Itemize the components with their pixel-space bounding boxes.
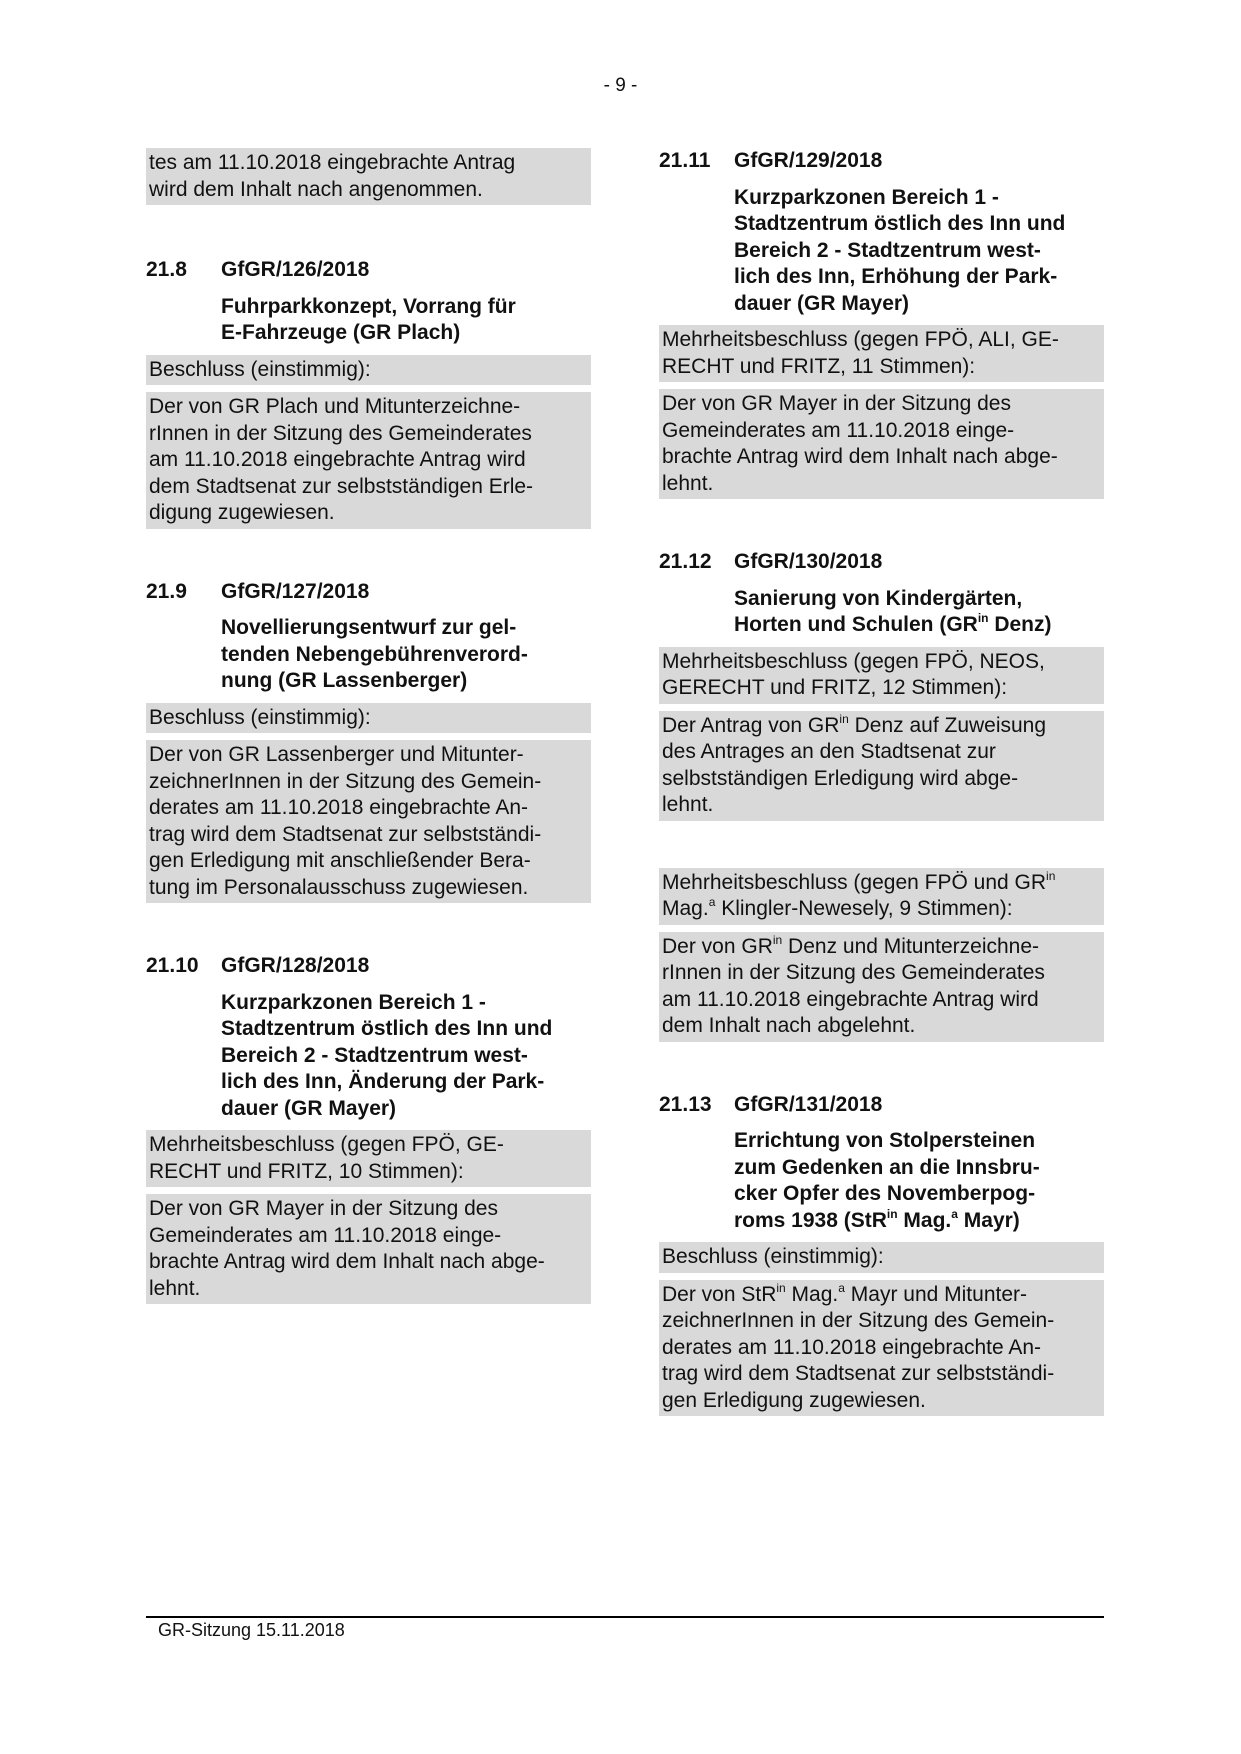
title-line: Bereich 2 - Stadtzentrum west- bbox=[734, 238, 1041, 262]
text-line: dem Inhalt nach abgelehnt. bbox=[662, 1014, 916, 1037]
superscript: in bbox=[772, 932, 783, 947]
text-line: selbstständigen Erledigung wird abge- bbox=[662, 766, 1019, 790]
resolution-text bbox=[659, 389, 1104, 499]
title-line: Errichtung von Stolpersteinen bbox=[734, 1129, 1036, 1152]
text-line: dem Stadtsenat zur selbstständigen Erle- bbox=[149, 474, 534, 498]
text-line: derates am 11.10.2018 eingebrachte An- bbox=[662, 1335, 1042, 1359]
text-line bbox=[662, 1282, 1101, 1309]
title-line: tenden Nebengebührenverord- bbox=[221, 642, 528, 666]
title-line: Kurzparkzonen Bereich 1 - bbox=[221, 990, 486, 1014]
item-title bbox=[221, 294, 591, 347]
decision-line: Mehrheitsbeschluss (gegen FPÖ, ALI, GE- bbox=[662, 328, 1059, 351]
decision-box bbox=[146, 703, 591, 734]
decision-line bbox=[662, 870, 1101, 897]
text-line: brachte Antrag wird dem Inhalt nach abge- bbox=[149, 1250, 545, 1273]
title-line: nung (GR Lassenberger) bbox=[221, 669, 468, 692]
text-line: trag wird dem Stadtsenat zur selbstständi- bbox=[662, 1362, 1055, 1385]
agenda-item-21-12 bbox=[659, 549, 1104, 1042]
title-line: dauer (GR Mayer) bbox=[221, 1096, 397, 1120]
agenda-item-21-9 bbox=[146, 579, 591, 904]
footer-text: GR-Sitzung 15.11.2018 bbox=[158, 1620, 345, 1640]
item-title bbox=[734, 185, 1104, 318]
title-line: Kurzparkzonen Bereich 1 - bbox=[734, 185, 999, 209]
resolution-text bbox=[146, 740, 591, 903]
resolution-text bbox=[659, 711, 1104, 821]
text-line: wird dem Inhalt nach angenommen. bbox=[149, 177, 483, 201]
item-code: GfGR/128/2018 bbox=[221, 954, 370, 977]
text-line: gen Erledigung mit anschließender Bera- bbox=[149, 849, 531, 872]
decision-line bbox=[662, 896, 1101, 923]
title-line: Fuhrparkkonzept, Vorrang für bbox=[221, 294, 516, 318]
item-code: GfGR/126/2018 bbox=[221, 258, 370, 281]
agenda-item-21-8 bbox=[146, 257, 591, 529]
decision-box bbox=[146, 355, 591, 386]
superscript: a bbox=[951, 1206, 958, 1221]
title-line: E-Fahrzeuge (GR Plach) bbox=[221, 321, 461, 344]
text-span: Mehrheitsbeschluss (gegen FPÖ und GR bbox=[662, 870, 1047, 894]
text-span: Der von StR bbox=[662, 1282, 777, 1306]
title-line bbox=[734, 612, 1104, 639]
item-code: GfGR/127/2018 bbox=[221, 579, 370, 603]
item-heading bbox=[146, 579, 591, 606]
title-line: Bereich 2 - Stadtzentrum west- bbox=[221, 1043, 528, 1067]
item-heading bbox=[146, 953, 591, 980]
continuation-text bbox=[146, 148, 591, 205]
title-line: Stadtzentrum östlich des Inn und bbox=[221, 1017, 553, 1040]
decision-box bbox=[146, 1130, 591, 1187]
text-span: Der Antrag von GR bbox=[662, 713, 840, 737]
text-span: Mag. bbox=[785, 1282, 839, 1306]
title-line: lich des Inn, Änderung der Park- bbox=[221, 1070, 545, 1093]
item-code: GfGR/129/2018 bbox=[734, 149, 883, 172]
decision-box bbox=[659, 647, 1104, 704]
superscript: in bbox=[839, 711, 849, 726]
item-number: 21.12 bbox=[659, 550, 712, 573]
text-line: Der von GR Mayer in der Sitzung des bbox=[662, 392, 1011, 415]
decision-label: Beschluss (einstimmig): bbox=[149, 705, 371, 729]
item-code: GfGR/131/2018 bbox=[734, 1092, 883, 1116]
text-span: Denz auf Zuweisung bbox=[848, 713, 1047, 737]
resolution-text bbox=[146, 392, 591, 529]
item-code: GfGR/130/2018 bbox=[734, 550, 883, 573]
decision-line: RECHT und FRITZ, 10 Stimmen): bbox=[149, 1159, 464, 1183]
text-span: Klingler-Newesely, 9 Stimmen): bbox=[715, 897, 1013, 920]
item-number: 21.9 bbox=[146, 579, 187, 603]
title-line: lich des Inn, Erhöhung der Park- bbox=[734, 265, 1058, 288]
agenda-item-21-13 bbox=[659, 1092, 1104, 1417]
text-span: Denz und Mitunterzeichne- bbox=[782, 934, 1040, 958]
decision-label: Beschluss (einstimmig): bbox=[149, 357, 371, 381]
text-line bbox=[662, 934, 1101, 961]
resolution-text bbox=[659, 932, 1104, 1042]
superscript: a bbox=[708, 895, 716, 909]
text-line: rInnen in der Sitzung des Gemeinderates bbox=[662, 961, 1045, 984]
item-title bbox=[734, 586, 1104, 639]
text-line: lehnt. bbox=[662, 793, 714, 816]
decision-box bbox=[659, 868, 1104, 925]
text-line: am 11.10.2018 eingebrachte Antrag wird bbox=[149, 448, 526, 471]
decision-box bbox=[659, 325, 1104, 382]
title-text: Mag. bbox=[897, 1208, 952, 1232]
text-line: zeichnerInnen in der Sitzung des Gemein- bbox=[662, 1309, 1055, 1332]
item-heading bbox=[146, 257, 591, 284]
decision-line: Mehrheitsbeschluss (gegen FPÖ, NEOS, bbox=[662, 649, 1045, 673]
text-line: gen Erledigung zugewiesen. bbox=[662, 1388, 926, 1412]
text-line: derates am 11.10.2018 eingebrachte An- bbox=[149, 796, 529, 819]
text-line: am 11.10.2018 eingebrachte Antrag wird bbox=[662, 987, 1039, 1011]
item-heading bbox=[659, 1092, 1104, 1119]
text-line: brachte Antrag wird dem Inhalt nach abge- bbox=[662, 445, 1058, 468]
text-line: zeichnerInnen in der Sitzung des Gemein- bbox=[149, 769, 542, 793]
title-line: Stadtzentrum östlich des Inn und bbox=[734, 212, 1066, 235]
text-line: tung im Personalausschuss zugewiesen. bbox=[149, 875, 529, 899]
decision-box bbox=[659, 1242, 1104, 1273]
text-line: lehnt. bbox=[662, 471, 714, 495]
superscript: in bbox=[977, 611, 989, 625]
item-title bbox=[221, 615, 591, 695]
title-line bbox=[734, 1208, 1104, 1235]
item-number: 21.8 bbox=[146, 258, 187, 281]
resolution-text bbox=[659, 1280, 1104, 1417]
item-number: 21.13 bbox=[659, 1092, 712, 1116]
title-line: Sanierung von Kindergärten, bbox=[734, 586, 1023, 610]
agenda-item-21-11 bbox=[659, 148, 1104, 499]
text-line: Der von GR Plach und Mitunterzeichne- bbox=[149, 395, 521, 418]
title-line: Novellierungsentwurf zur gel- bbox=[221, 616, 517, 639]
title-text: Denz) bbox=[988, 613, 1052, 636]
text-line: Der von GR Lassenberger und Mitunter- bbox=[149, 743, 524, 766]
title-line: dauer (GR Mayer) bbox=[734, 291, 910, 315]
text-line: lehnt. bbox=[149, 1276, 201, 1300]
superscript: in bbox=[1046, 868, 1056, 883]
text-span: Mayr und Mitunter- bbox=[844, 1282, 1027, 1306]
item-heading bbox=[659, 549, 1104, 576]
text-line: des Antrages an den Stadtsenat zur bbox=[662, 740, 996, 763]
item-title bbox=[734, 1128, 1104, 1234]
footer-divider bbox=[146, 1616, 1104, 1618]
title-text: Horten und Schulen (GR bbox=[734, 613, 978, 636]
text-line: tes am 11.10.2018 eingebrachte Antrag bbox=[149, 151, 516, 174]
item-number: 21.10 bbox=[146, 954, 199, 977]
title-line: cker Opfer des Novemberpog- bbox=[734, 1182, 1036, 1205]
text-line: Gemeinderates am 11.10.2018 einge- bbox=[149, 1223, 502, 1247]
text-span: Mag. bbox=[662, 897, 709, 920]
decision-line: Mehrheitsbeschluss (gegen FPÖ, GE- bbox=[149, 1133, 504, 1156]
text-line: trag wird dem Stadtsenat zur selbstständi- bbox=[149, 822, 542, 846]
title-text: roms 1938 (StR bbox=[734, 1208, 887, 1232]
left-column bbox=[146, 148, 591, 1304]
superscript: in bbox=[776, 1280, 786, 1295]
text-line: Gemeinderates am 11.10.2018 einge- bbox=[662, 418, 1015, 442]
title-line: zum Gedenken an die Innsbru- bbox=[734, 1155, 1040, 1179]
agenda-item-21-10 bbox=[146, 953, 591, 1304]
superscript: a bbox=[838, 1280, 845, 1295]
resolution-text bbox=[146, 1194, 591, 1304]
superscript: in bbox=[886, 1206, 898, 1221]
right-column bbox=[659, 148, 1104, 1416]
decision-line: RECHT und FRITZ, 11 Stimmen): bbox=[662, 354, 976, 378]
item-number: 21.11 bbox=[659, 149, 711, 172]
text-line bbox=[662, 713, 1101, 740]
decision-line: GERECHT und FRITZ, 12 Stimmen): bbox=[662, 676, 1008, 699]
decision-label: Beschluss (einstimmig): bbox=[662, 1245, 884, 1268]
text-span: Der von GR bbox=[662, 934, 773, 958]
text-line: digung zugewiesen. bbox=[149, 501, 335, 524]
item-heading bbox=[659, 148, 1104, 175]
page-number: - 9 - bbox=[603, 75, 638, 96]
text-line: Der von GR Mayer in der Sitzung des bbox=[149, 1197, 498, 1220]
title-text: Mayr) bbox=[957, 1208, 1020, 1232]
text-line: rInnen in der Sitzung des Gemeinderates bbox=[149, 421, 532, 445]
item-title bbox=[221, 990, 591, 1123]
